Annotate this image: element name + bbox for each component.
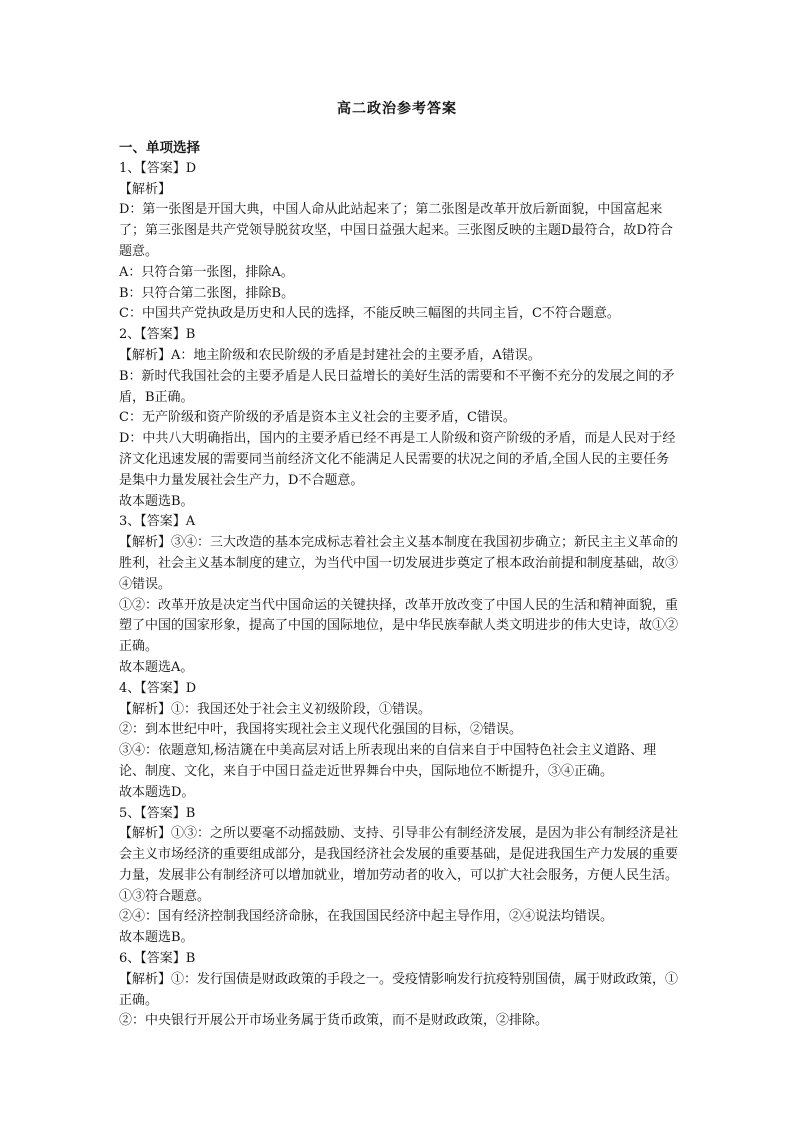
answer-line: 【解析】①：我国还处于社会主义初级阶段，①错误。 [119, 701, 432, 717]
answer-line: 【解析】①③：之所以要毫不动摇鼓励、支持、引导非公有制经济发展，是因为非公有制经济是社会主义市场经济的重要组成部分，是我国经济社会发展的重要基础，是促进我国生产力发展的重要力量，发展非公有制经济可以增加就业，增加劳动者的收入，可以扩大社会服务，方便人民生活。①③符合题意。 [119, 826, 679, 904]
answer-line: 【解析】①：发行国债是财政政策的手段之一。受疫情影响发行抗疫特别国债，属于财政政策，①正确。 [119, 971, 679, 1008]
answer-line: D：第一张图是开国大典，中国人命从此站起来了；第二张图是改革开放后新面貌，中国富起来了；第三张图是共产党领导脱贫攻坚，中国日益强大起来。三张图反映的主题D最符合，故D符合题意。 [119, 202, 673, 259]
answer-line: 故本题选B。 [119, 493, 194, 509]
answer-line: 6、【答案】B [119, 951, 196, 967]
answer-line: ②④：国有经济控制我国经济命脉，在我国国民经济中起主导作用，②④说法均错误。 [119, 909, 614, 925]
answer-line: ②：中央银行开展公开市场业务属于货币政策，而不是财政政策，②排除。 [119, 1013, 549, 1029]
answer-line: A：只符合第一张图，排除A。 [119, 264, 294, 280]
answer-line: ①②：改革开放是决定当代中国命运的关键抉择，改革开放改变了中国人民的生活和精神面貌，重塑了中国的国家形象，提高了中国的国际地位，是中华民族奉献人类文明进步的伟大史诗，故①②正确。 [119, 597, 679, 655]
answer-line: B：只符合第二张图，排除B。 [119, 285, 295, 301]
answer-line: ②：到本世纪中叶，我国将实现社会主义现代化强国的目标，②错误。 [119, 722, 523, 738]
answer-line: 故本题选A。 [119, 659, 194, 675]
section-heading: 一、单项选择 [119, 140, 200, 156]
answer-line: B：新时代我国社会的主要矛盾是人民日益增长的美好生活的需要和不平衡不充分的发展之间的矛盾，B正确。 [119, 368, 675, 405]
answer-line: D：中共八大明确指出，国内的主要矛盾已经不再是工人阶级和资产阶级的矛盾，而是人民对于经济文化迅速发展的需要同当前经济文化不能满足人民需要的状况之间的矛盾,全国人民的主要任务是集中力量发展社会生产力，D不合题意。 [119, 431, 676, 488]
answer-line: C：无产阶级和资产阶级的矛盾是资本主义社会的主要矛盾，C错误。 [119, 410, 516, 426]
answer-line: 1、【答案】D [119, 160, 197, 176]
answer-line: 【解析】A：地主阶级和农民阶级的矛盾是封建社会的主要矛盾，A错误。 [119, 347, 541, 363]
answer-line: 4、【答案】D [119, 680, 197, 696]
answer-line: 故本题选B。 [119, 930, 194, 946]
answer-line: 5、【答案】B [119, 805, 196, 821]
answer-line: 【解析】③④：三大改造的基本完成标志着社会主义基本制度在我国初步确立；新民主主义革命的胜利，社会主义基本制度的建立，为当代中国一切发展进步奠定了根本政治前提和制度基础，故③④错误。 [119, 535, 679, 592]
answer-line: 3、【答案】A [119, 514, 196, 530]
answer-content [119, 138, 679, 1032]
answer-line: 【解析】 [119, 181, 172, 197]
answer-line: 故本题选D。 [119, 784, 195, 800]
answer-line: 2、【答案】B [119, 327, 196, 343]
answer-line: C：中国共产党执政是历史和人民的选择，不能反映三幅图的共同主旨，C不符合题意。 [119, 306, 620, 322]
answer-line: ③④：依题意知,杨洁篪在中美高层对话上所表现出来的自信来自于中国特色社会主义道路、理论、制度、文化，来自于中国日益走近世界舞台中央，国际地位不断提升，③④正确。 [119, 743, 657, 779]
page-title: 高二政治参考答案 [337, 101, 457, 117]
